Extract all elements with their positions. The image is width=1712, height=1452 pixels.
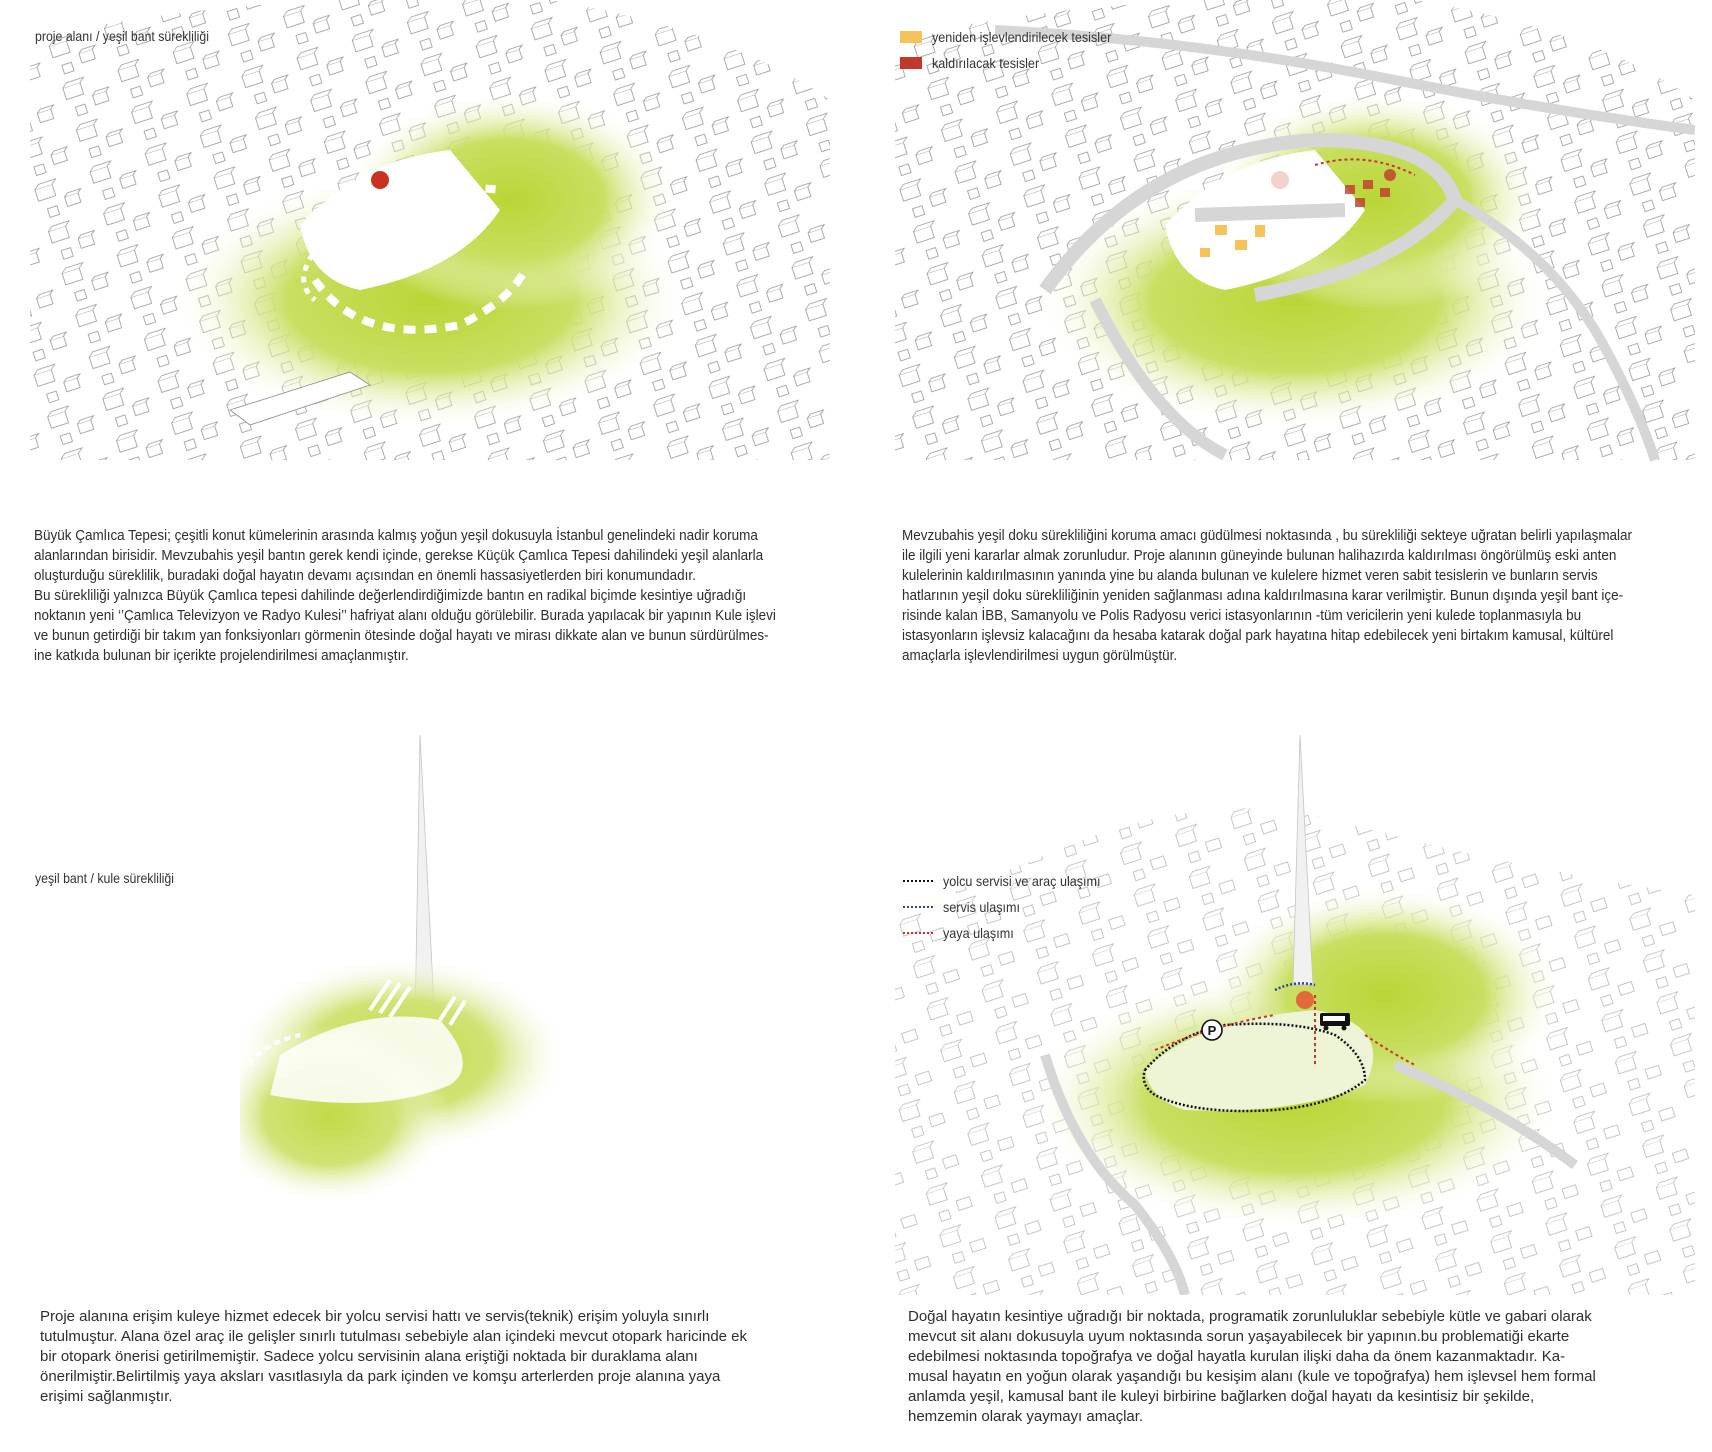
legend-swatch-reuse <box>900 31 922 43</box>
text-line: alanlarından birisidir. Mevzubahis yeşil bantın gerek kendi içinde, gerekse Küçük Çamlıca Tepesi dahilindeki yeşil alanlarla <box>34 548 764 564</box>
text-line: Doğal hayatın kesintiye uğradığı bir noktada, programatik zorunluluklar sebebiyle kütle ve gabari olarak <box>908 1308 1592 1325</box>
parking-label: P <box>1207 1023 1217 1038</box>
legend-label: kaldırılacak tesisler <box>932 55 1040 71</box>
text-line: risinde kalan İBB, Samanyolu ve Polis Radyosu verici istasyonlarının -tüm vericilerin yeni kulede toplanmasıyla bu <box>902 608 1582 624</box>
text-line: kulelerinin kaldırılmasının yanında yine bu alanda bulunan ve kulelere hizmet veren sabit tesislerin ve bunların servis <box>902 568 1598 584</box>
legend-label: yeniden işlevlendirilecek tesisler <box>932 29 1112 45</box>
text-line: ine katkıda bulunan bir içerikte projelendirilmesi amaçlanmıştır. <box>34 648 409 664</box>
legend-label: yaya ulaşımı <box>943 925 1014 941</box>
text-line: oluşturduğu süreklilik, buradaki doğal hayatın devamı açısından en önemli hassasiyetlerden biri konumundadır. <box>34 568 696 584</box>
panel-description <box>902 526 1687 666</box>
text-line: hatlarının yeşil doku sürekliliğinin yeniden sağlanması adına kaldırılmasına karar verilmiştir. Bunun dışında yeşil bant içe- <box>902 588 1624 604</box>
text-line: anlamda yeşil, kamusal bant ile kuleyi birbirine bağlarken doğal hayatı da kesintisiz bir şekilde, <box>908 1388 1535 1405</box>
legend-label: servis ulaşımı <box>943 899 1021 915</box>
text-line: Bu sürekliliği yalnızca Büyük Çamlıca tepesi dahilinde değerlendirdiğimizde bantın en radikal biçimde kesintiye uğradığı <box>34 588 747 604</box>
text-line: musal hayatın en yoğun olarak yaşandığı bu kesişim alanı (kule ve topoğrafya) hem işlevsel hem formal <box>908 1368 1596 1385</box>
access-legend <box>903 868 1118 946</box>
map-green-band <box>30 0 830 465</box>
text-line: Büyük Çamlıca Tepesi; çeşitli konut kümelerinin arasında kalmış yoğun yeşil dokusuyla İstanbul genelindeki nadir koruma <box>34 528 758 544</box>
text-line: tutulmuştur. Alana özel araç ile gelişler sınırlı tutulması sebebiyle alan içindeki mevcut otopark haricinde ek <box>40 1328 748 1345</box>
legend-label: yolcu servisi ve araç ulaşımı <box>943 873 1101 889</box>
text-line: Proje alanına erişim kuleye hizmet edecek bir yolcu servisi hattı ve servis(teknik) erişim yoluyla sınırlı <box>40 1308 710 1325</box>
legend-line-service <box>903 906 933 908</box>
legend-item <box>903 894 1118 920</box>
panel-description <box>34 526 832 666</box>
map-access <box>895 735 1695 1295</box>
text-line: ile ilgili yeni kararlar almak zorunludur. Proje alanının güneyinde bulunan halihazırda kaldırılması öngörülmüş eski anten <box>902 548 1617 564</box>
legend-item <box>903 920 1118 946</box>
panel-description <box>40 1307 747 1407</box>
legend-swatch-remove <box>900 57 922 69</box>
text-line: hemzemin olarak yaymayı amaçlar. <box>908 1408 1144 1425</box>
text-line: bir otopark önerisi getirilmemiştir. Sadece yolcu servisinin alana eriştiği noktada bir duraklama alanı <box>40 1348 698 1365</box>
legend-line-vehicle <box>903 880 933 882</box>
tower-location-dot <box>371 171 389 189</box>
tower-location-dot <box>1296 991 1314 1009</box>
text-line: edebilmesi noktasında topoğrafya ve doğal hayatla kurulan ilişki daha da önem kazanmaktadır. Ka- <box>908 1348 1566 1365</box>
text-line: mevcut sit alanı dokusuyla uyum noktasında sorun yaşayabilecek bir yapının.bu problematiği ekarte <box>908 1328 1570 1345</box>
legend-line-pedestrian <box>903 932 933 934</box>
text-line: amaçlarla işlevlendirilmesi uygun görülmüştür. <box>902 648 1178 664</box>
text-line: istasyonların işlevsiz kalacağını da hesaba katarak doğal park hayatına hitap edebilecek yeni birtakım kamusal, kültürel <box>902 628 1614 644</box>
map-tower-band <box>240 735 560 1235</box>
text-line: önerilmiştir.Belirtilmiş yaya aksları vasıtlasıyla da park içinden ve komşu arterlerden proje alanına yaya <box>40 1368 721 1385</box>
facilities-legend <box>900 24 1131 76</box>
text-line: ve bunun getirdiği bir takım yan fonksiyonları görmenin ötesinde doğal hayatı ve mirası dikkate alan ve bunun sürdürülmes- <box>34 628 769 644</box>
legend-item <box>900 24 1131 50</box>
text-line: noktanın yeni ‘’Çamlıca Televizyon ve Radyo Kulesi’’ hafriyat alanı olduğu görülebilir. Burada yapılacak bir yapının Kule işlevi <box>34 608 776 624</box>
text-line: Mevzubahis yeşil doku sürekliliğini koruma amacı güdülmesi noktasında , bu sürekliliği sekteye uğratan belirli yapılaşmalar <box>902 528 1633 544</box>
legend-item <box>900 50 1131 76</box>
panel-description <box>908 1307 1596 1427</box>
text-line: erişimi sağlanmıştır. <box>40 1388 173 1405</box>
panel-title: proje alanı / yeşil bant sürekliliği <box>35 28 209 44</box>
panel-title: yeşil bant / kule sürekliliği <box>35 870 175 886</box>
legend-item <box>903 868 1118 894</box>
